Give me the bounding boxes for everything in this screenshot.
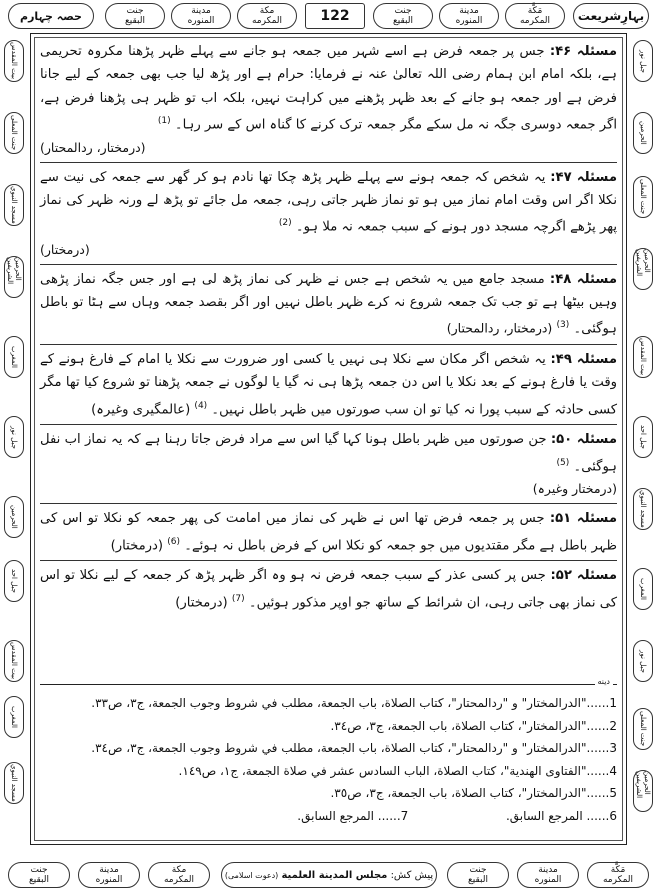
side-tab-right-9: جبل نور xyxy=(633,640,653,682)
footer-tab-makkah-2: مكة المكرمه xyxy=(148,862,210,888)
footer-tab-jannat: جنت البقيع xyxy=(447,862,509,888)
footnote-mark: (2) xyxy=(278,218,292,229)
footnote-mark: (4) xyxy=(194,400,208,411)
divider xyxy=(40,424,617,425)
side-tab-right-10: جنت المعلى xyxy=(633,708,653,750)
side-tab-right-4: الحرمين الشريفين xyxy=(633,248,653,290)
footnote-3: 3......"الدرالمختار" و "ردالمحتار"، كتاب الصلاة، باب الجمعة، مطلب في شروط وجوب الجمعة، ج٣، ص٣٤. xyxy=(91,741,617,755)
header-tab-madinah-2: مدينة المنوره xyxy=(171,3,231,29)
side-tab-left-6: جبل نور xyxy=(4,416,24,458)
side-tab-left-8: جبل احد xyxy=(4,560,24,602)
masala-51: مسئلہ ۵۱: جس پر جمعہ فرض تھا اس نے ظہر کی نماز میں امامت کی پھر جمعہ کو نکلا تو اس کی ظہر باطل ہے مگر مقتدیوں میں جو جمعہ کو نکلا اس کے فرض باطل نہ ہوئے۔ $^{(6)}$ (درمختار) xyxy=(40,511,617,554)
source-ref: (درمختار) xyxy=(40,241,90,257)
footnotes xyxy=(40,692,617,827)
header-tab-jannat: جنت البقيع xyxy=(373,3,433,29)
divider xyxy=(40,503,617,504)
book-title: بہارِشریعت xyxy=(573,3,649,29)
masala-48: مسئلہ ۴۸: مسجد جامع میں یہ شخص ہے جس نے ظہر کی نماز پڑھ لی ہے اور جس جگہ نماز پڑھی وہیں بیٹھا ہے تو جب تک جمعہ شروع نہ کرے ظہر باطل نہیں اور اگر بقصد جمعہ وہاں سے ہٹا تو باطل ہوگئی۔ $^{(3)}$ (درمختار، ردالمحتار) xyxy=(40,271,618,337)
side-tab-right-6: جبل احد xyxy=(633,416,653,458)
page-number: 122 xyxy=(305,3,365,29)
page-header xyxy=(8,3,649,31)
source-ref: (درمختار وغیرہ) xyxy=(532,481,617,497)
side-tab-left-3: مسجد النبوي xyxy=(4,184,24,226)
footnote-6-7: 6...... المرجع السابق. 7...... المرجع السابق. xyxy=(297,808,617,823)
header-tab-makkah: مَكَّة المكرمه xyxy=(505,3,565,29)
side-tab-left-5: المغرب xyxy=(4,336,24,378)
footnote-label: دينه xyxy=(595,677,614,686)
footnote-mark: (6) xyxy=(167,536,181,547)
header-tab-makkah-2: مكة المكرمه xyxy=(237,3,297,29)
masala-50: مسئلہ ۵۰: جن صورتوں میں ظہر باطل ہونا کہا گیا اس سے مراد فرض جاتا رہنا ہے کہ یہ نماز اب نفل ہوگئی۔ $^{(5)}$ (درمختار وغیرہ) xyxy=(40,428,617,500)
footnote-mark: (3) xyxy=(556,320,570,331)
part-label: حصہ چہارم xyxy=(8,3,94,29)
divider xyxy=(40,560,617,561)
divider xyxy=(40,162,617,163)
footnote-rule xyxy=(40,684,617,685)
divider xyxy=(40,344,617,345)
side-tab-left-11: مسجد النبوي xyxy=(4,762,24,804)
side-tab-right-2: الحرمين xyxy=(633,112,653,154)
source-ref: (درمختار) xyxy=(110,538,164,554)
source-ref: (درمختار، ردالمحتار) xyxy=(40,139,146,155)
footnote-mark: (5) xyxy=(556,457,570,468)
side-tab-right-11: الحرمين الشريفين xyxy=(633,770,653,812)
side-tab-right-7: مسجد النبوي xyxy=(633,488,653,530)
footnote-5: 5......"الدرالمختار"، كتاب الصلاة، باب الجمعة، ج٣، ص٣٥. xyxy=(330,786,617,800)
side-tab-right-5: بيت المقدس xyxy=(633,336,653,378)
side-tab-right-8: المغرب xyxy=(633,568,653,610)
header-tab-jannat-2: جنت البقيع xyxy=(105,3,165,29)
side-tab-left-10: المغرب xyxy=(4,696,24,738)
footer-tab-madinah: مدينة المنوره xyxy=(517,862,579,888)
side-tab-left-4: الحرمين الشريفين xyxy=(4,256,24,298)
source-ref: (درمختار، ردالمحتار) xyxy=(446,320,553,336)
side-tab-right-1: جبل نور xyxy=(633,40,653,82)
masala-46: مسئلہ ۴۶: جس پر جمعہ فرض ہے اسے شہر میں جمعہ ہو جانے سے پہلے ظہر پڑھنا مکروہ تحریمی ہے، بلکہ امام ابن ہمام رضی اللہ تعالیٰ عنہ نے فرمایا: حرام ہے اور پڑھ لیا جب بھی جمعہ کے لیے جانا فرض ہے اور جمعہ ہو جانے کے بعد ظہر پڑھنے میں کراہت نہیں، بلکہ اب تو ظہر ہی پڑھنا فرض ہے، اگر جمعہ دوسری جگہ نہ مل سکے مگر جمعہ ترک کرنے کا گناہ اس کے سر رہا۔ $^{(1)}$ (درمختار، ردالمحتار) xyxy=(40,40,617,159)
masala-52: مسئلہ ۵۲: جس پر کسی عذر کے سبب جمعہ فرض نہ ہو وہ اگر ظہر پڑھ کر جمعہ کے لیے نکلا تو اس کی نماز بھی جاتی رہی، ان شرائط کے ساتھ جو اوپر مذکور ہوئیں۔ $^{(7)}$ (درمختار) xyxy=(40,568,618,611)
source-ref: (عالمگیری وغیرہ) xyxy=(91,402,191,418)
footer-tab-jannat-2: جنت البقيع xyxy=(8,862,70,888)
footer-tab-makkah: مَكَّة المكرمه xyxy=(587,862,649,888)
header-tab-madinah: مدينة المنوره xyxy=(439,3,499,29)
side-tab-right-3: جنت المعلى xyxy=(633,176,653,218)
side-tab-left-2: جنت المعلى xyxy=(4,112,24,154)
side-tab-left-1: بيت المقدس xyxy=(4,40,24,82)
footnote-1: 1......"الدرالمختار" و "ردالمحتار"، كتاب الصلاة، باب الجمعة، مطلب في شروط وجوب الجمعة، ج٣، ص٣٣. xyxy=(91,696,617,710)
side-tab-left-7: الحرمين xyxy=(4,496,24,538)
footnote-mark: (7) xyxy=(231,593,245,604)
page-body xyxy=(40,40,617,614)
publisher-credit: پیش کش: مجلس المدينة العلمية (دعوت اسلامی) xyxy=(221,862,437,888)
divider xyxy=(40,264,617,265)
masala-49: مسئلہ ۴۹: یہ شخص اگر مکان سے نکلا ہی نہیں یا کسی اور ضرورت سے نکلا یا امام کے فارغ ہونے کے وقت یا فارغ ہونے کے بعد نکلا یا اس دن جمعہ پڑھا ہی نہ گیا یا لوگوں نے جمعہ پڑھنا تو شروع کیا تھا مگر کسی حادثہ کے سبب پورا نہ کیا تو ان سب صورتوں میں ظہر باطل نہیں۔ $^{(4)}$ (عالمگیری وغیرہ) xyxy=(40,352,617,418)
page-footer xyxy=(8,862,649,890)
footnote-mark: (1) xyxy=(157,115,171,126)
source-ref: (درمختار) xyxy=(175,595,228,611)
footnote-2: 2......"الدرالمختار"، كتاب الصلاة، باب الجمعة، ج٣، ص٣٤. xyxy=(330,718,617,733)
footnote-4: 4......"الفتاوى الهندية"، كتاب الصلاة، الباب السادس عشر في صلاة الجمعة، ج١، ص١٤٩. xyxy=(178,763,617,778)
masala-47: مسئلہ ۴۷: یہ شخص کہ جمعہ ہونے سے پہلے ظہر پڑھ چکا تھا نادم ہو کر گھر سے جمعہ کی نیت سے نکلا اگر اس وقت امام نماز میں ہو تو نماز ظہر جاتی رہی، جمعہ مل جائے تو پڑھ لے ورنہ ظہر کی نماز پھر پڑھے اگرچہ مسجد دور ہونے کے سبب جمعہ نہ ملا ہو۔ $^{(2)}$ (درمختار) xyxy=(40,166,617,261)
footer-tab-madinah-2: مدينة المنوره xyxy=(78,862,140,888)
side-tab-left-9: بيت المقدس xyxy=(4,640,24,682)
